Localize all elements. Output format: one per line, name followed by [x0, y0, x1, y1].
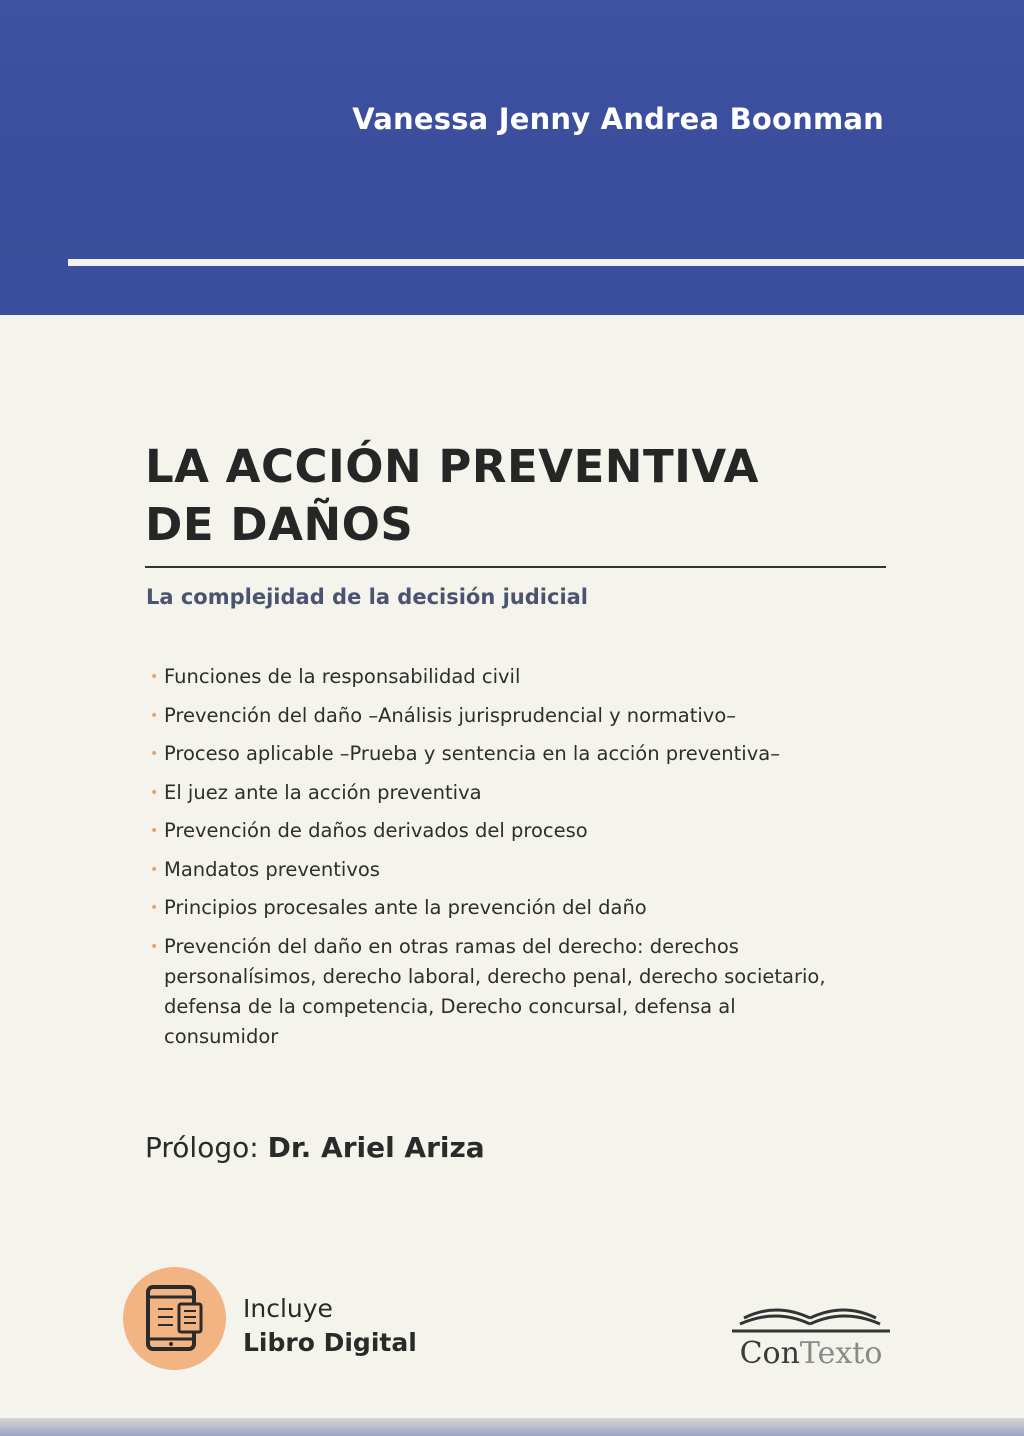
topic-item [150, 816, 870, 846]
topic-item [150, 662, 870, 692]
topic-text: Principios procesales ante la prevención del daño [164, 896, 647, 919]
topic-text: Funciones de la responsabilidad civil [164, 665, 521, 688]
badge-line-2: Libro Digital [243, 1328, 417, 1357]
bottom-edge [0, 1418, 1024, 1436]
title-line-1: LA ACCIÓN PREVENTIVA [145, 440, 760, 493]
topic-item [150, 855, 870, 885]
bullet-icon: • [150, 784, 159, 801]
topic-text: El juez ante la acción preventiva [164, 780, 482, 804]
topic-text: Prevención del daño en otras ramas del derecho: derechos personalísimos, derecho laboral, derecho penal, derecho societario, defensa de la competencia, Derecho concursal, defensa al consumidor [164, 934, 826, 1048]
topic-text: Prevención de daños derivados del proceso [164, 819, 588, 842]
tablet-book-icon [123, 1267, 226, 1370]
author-name: Vanessa Jenny Andrea Boonman [352, 102, 884, 136]
prologue-author: Dr. Ariel Ariza [267, 1131, 485, 1164]
topic-item [150, 701, 870, 731]
topic-item [150, 932, 834, 1052]
publisher-logo [726, 1296, 896, 1386]
bullet-icon: • [150, 823, 159, 839]
digital-book-badge [123, 1267, 226, 1370]
topic-text: Prevención del daño –Análisis jurisprudencial y normativo– [164, 703, 736, 727]
top-color-band [0, 0, 1024, 315]
topic-item [150, 893, 870, 923]
prologue-credit [145, 1131, 485, 1164]
publisher-name-part1: Con [739, 1336, 800, 1371]
topic-text: Mandatos preventivos [164, 857, 380, 881]
badge-line-1: Incluye [243, 1294, 333, 1323]
bullet-icon: • [150, 861, 159, 878]
bullet-icon: • [150, 669, 159, 685]
publisher-name [726, 1336, 896, 1371]
bullet-icon: • [150, 707, 159, 724]
bullet-icon: • [150, 900, 159, 916]
digital-book-text [243, 1292, 417, 1360]
publisher-name-part2: Texto [799, 1336, 883, 1371]
book-title [145, 438, 925, 554]
band-divider [68, 259, 1024, 266]
topic-item [150, 778, 870, 808]
topic-text: Proceso aplicable –Prueba y sentencia en la acción preventiva– [164, 742, 780, 765]
open-book-icon [726, 1296, 896, 1336]
prologue-label: Prólogo: [145, 1131, 259, 1164]
bullet-icon: • [150, 746, 159, 762]
topic-list [150, 662, 870, 1060]
title-divider [145, 566, 886, 568]
book-subtitle: La complejidad de la decisión judicial [146, 585, 589, 609]
bullet-icon: • [150, 938, 159, 955]
topic-item [150, 739, 870, 769]
title-line-2: DE DAÑOS [145, 498, 414, 551]
